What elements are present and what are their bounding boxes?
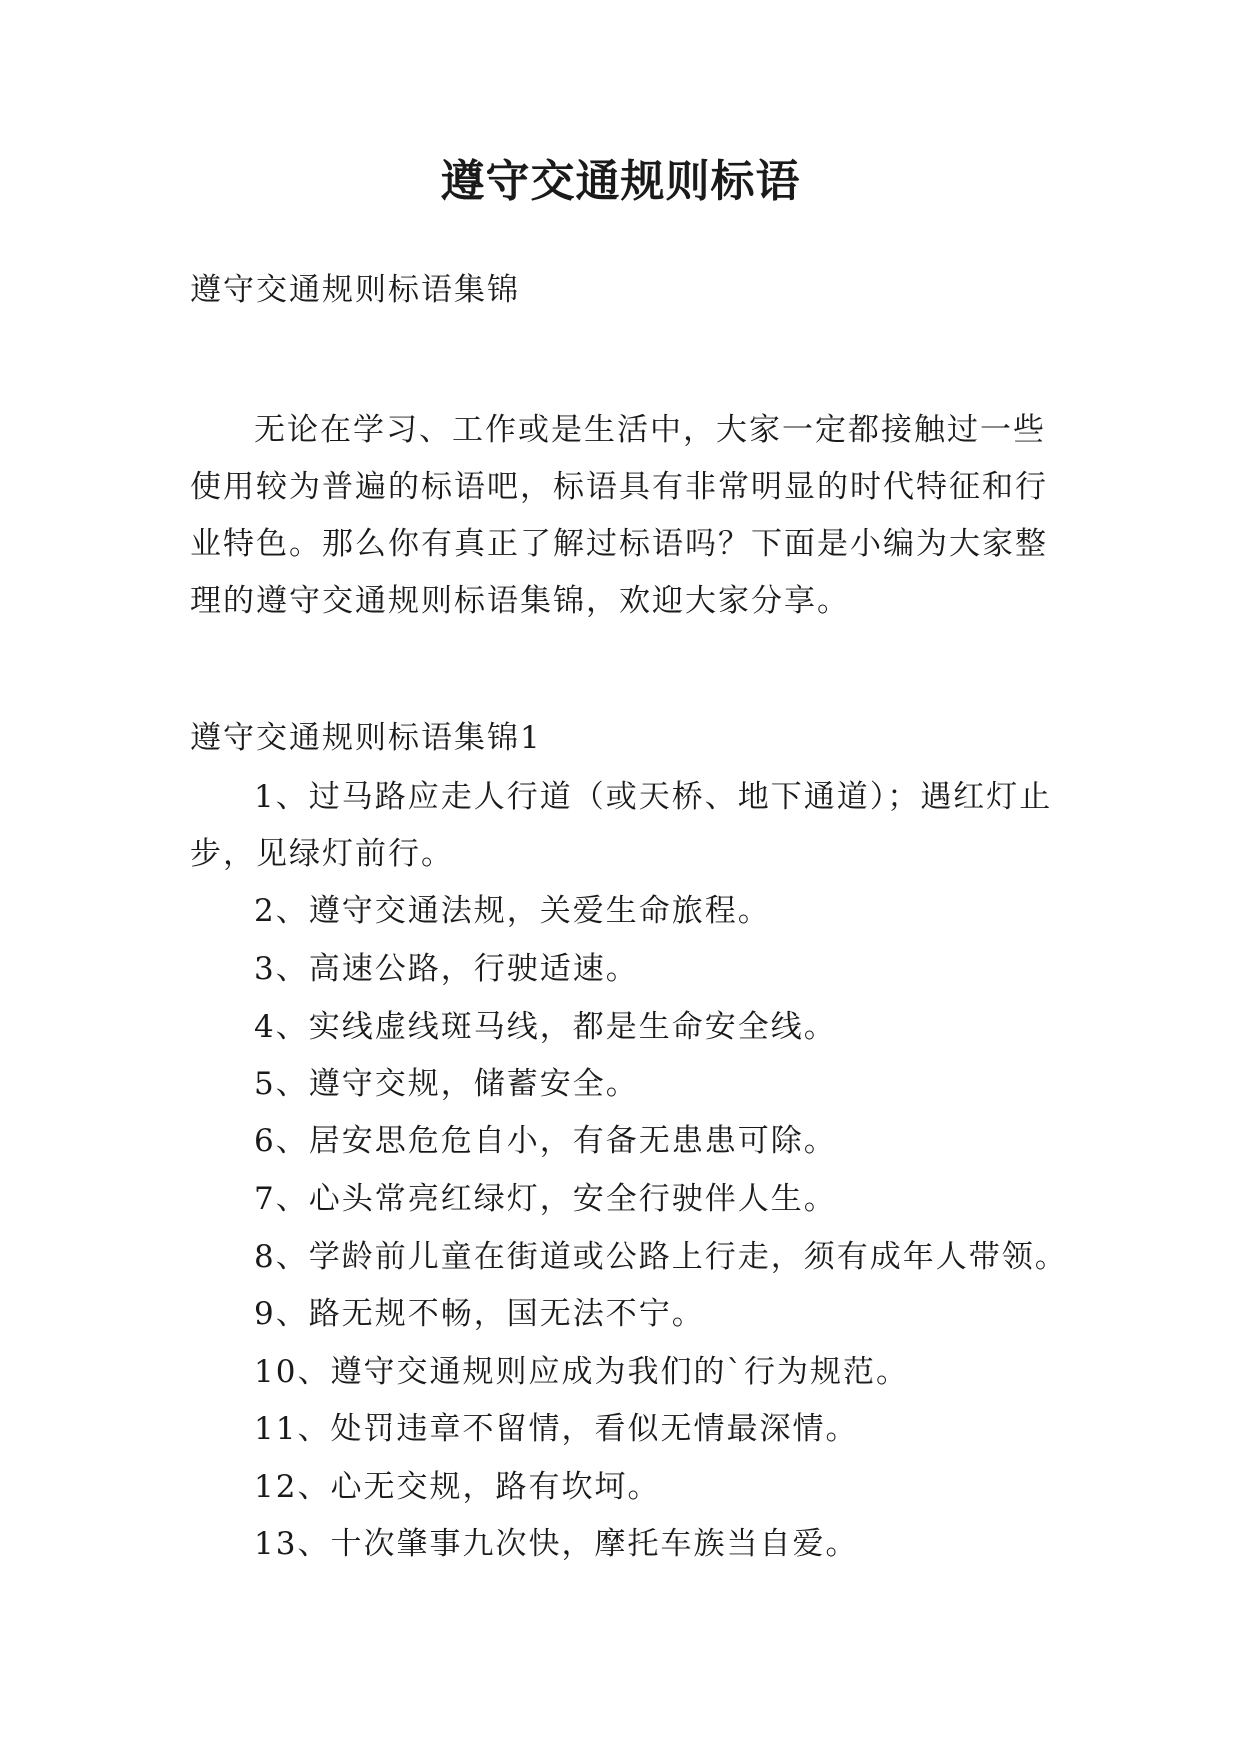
document-title: 遵守交通规则标语 (440, 156, 801, 207)
intro-line-3: 业特色。那么你有真正了解过标语吗？下面是小编为大家整 (190, 526, 1048, 562)
list-item: 3、高速公路，行驶适速。 (254, 951, 639, 987)
intro-line-1: 无论在学习、工作或是生活中，大家一定都接触过一些 (254, 412, 1046, 448)
list-item: 5、遵守交规，储蓄安全。 (254, 1066, 639, 1102)
list-item-continuation: 步，见绿灯前行。 (190, 836, 454, 872)
list-item: 13、十次肇事九次快，摩托车族当自爱。 (254, 1526, 859, 1562)
list-item: 2、遵守交通法规，关爱生命旅程。 (254, 893, 771, 929)
list-item: 11、处罚违章不留情，看似无情最深情。 (254, 1411, 859, 1447)
list-item: 6、居安思危危自小，有备无患患可除。 (254, 1123, 837, 1159)
list-item: 8、学龄前儿童在街道或公路上行走，须有成年人带领。 (254, 1239, 1068, 1275)
list-item: 4、实线虚线斑马线，都是生命安全线。 (254, 1009, 837, 1045)
list-item: 1、过马路应走人行道（或天桥、地下通道）；遇红灯止 (254, 779, 1053, 815)
list-item: 9、路无规不畅，国无法不宁。 (254, 1296, 705, 1332)
intro-line-2: 使用较为普遍的标语吧，标语具有非常明显的时代特征和行 (190, 469, 1048, 505)
section-heading: 遵守交通规则标语集锦1 (190, 720, 542, 756)
document-subtitle: 遵守交通规则标语集锦 (190, 272, 520, 308)
list-item: 7、心头常亮红绿灯，安全行驶伴人生。 (254, 1181, 837, 1217)
intro-line-4: 理的遵守交通规则标语集锦，欢迎大家分享。 (190, 583, 850, 619)
list-item: 12、心无交规，路有坎坷。 (254, 1469, 661, 1505)
list-item: 10、遵守交通规则应成为我们的`行为规范。 (254, 1354, 909, 1390)
